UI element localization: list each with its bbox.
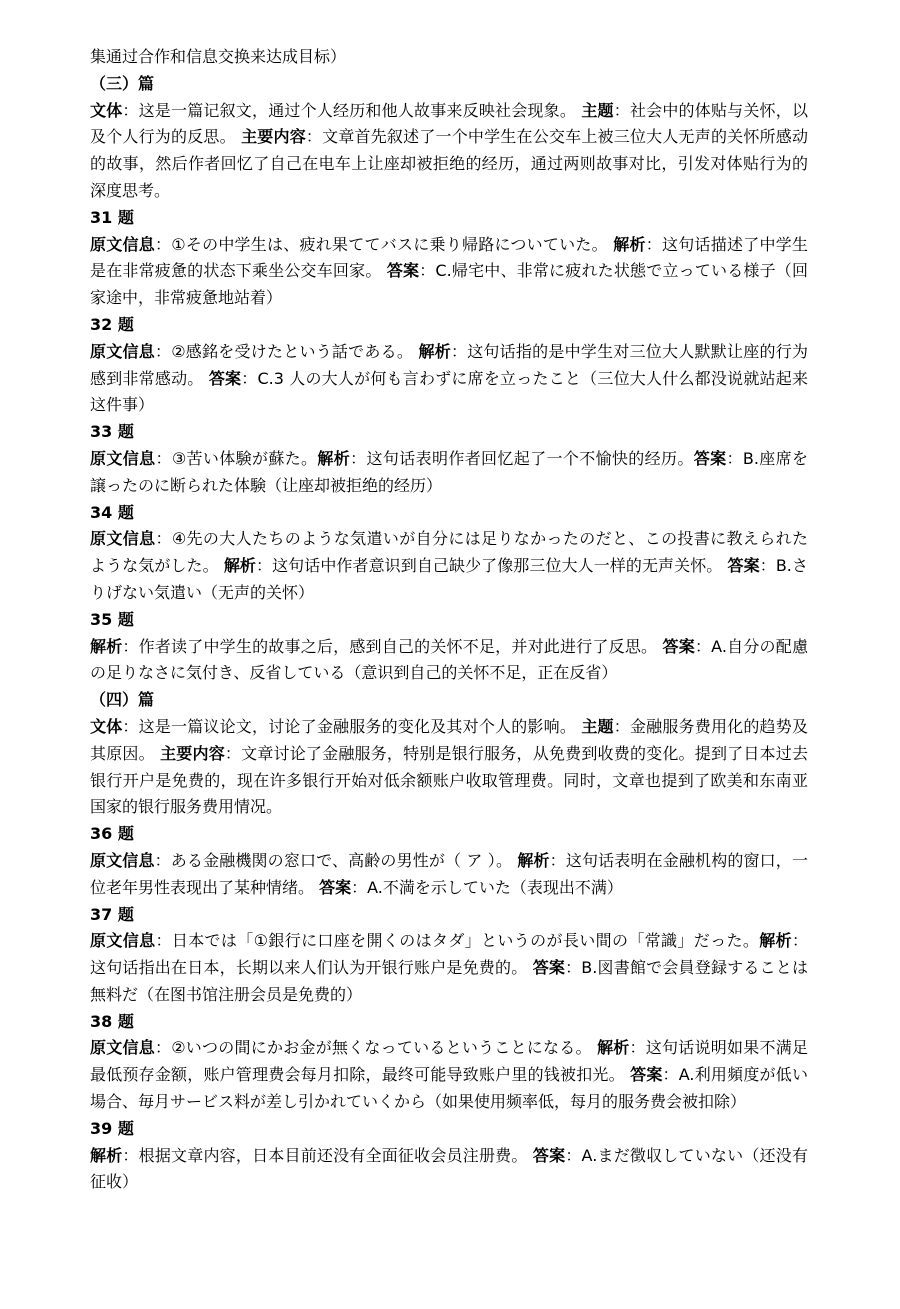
- analysis-text: 这句话表明作者回忆起了一个不愉快的经历。: [366, 448, 694, 468]
- source-label: 原文信息: [90, 850, 155, 870]
- answer-text: C.帰宅中、非常に疲れた状態で立っている様子（回家途中，非常疲惫地站着）: [90, 261, 808, 308]
- intro-tail: 集通过合作和信息交换来达成目标）: [90, 47, 347, 66]
- answer-text: A.自分の配慮の足りなさに気付き、反省している（意识到自己的关怀不足，正在反省）: [90, 636, 808, 683]
- content-text: 文章首先叙述了一个中学生在公交车上被三位大人无声的关怀所感动的故事，然后作者回忆了自己在电车上让座却被拒绝的经历，通过两则故事对比，引发对体贴行为的深度思考。: [90, 127, 808, 200]
- question-35-title: 35 题: [90, 609, 134, 629]
- question-39-title: 39 题: [90, 1118, 134, 1138]
- content-text: 文章讨论了金融服务，特别是银行服务，从免费到收费的变化。提到了日本过去银行开户是免费的，现在许多银行开始对低余额账户收取管理费。同时，文章也提到了欧美和东南亚国家的银行服务费用情况。: [90, 743, 808, 817]
- analysis-text: 这句话指出在日本，长期以来人们认为开银行账户是免费的。: [90, 958, 528, 978]
- answer-text: A.利用頻度が低い場合、毎月サービス料が差し引かれていくから（如果使用频率低，每月的服务费会被扣除）: [90, 1065, 808, 1112]
- question-39-body: 解析：根据文章内容，日本目前还没有全面征收会员注册费。 答案：A.まだ徴収していない（还没有征收）: [90, 1145, 808, 1192]
- source-label: 原文信息: [90, 529, 156, 549]
- source-text: ある金融機関の窓口で、高齢の男性が（ ア ）。: [170, 850, 513, 870]
- source-label: 原文信息: [90, 448, 156, 468]
- question-33-body: 原文信息：③苦い体験が蘇た。解析：这句话表明作者回忆起了一个不愉快的经历。答案：B.座席を譲ったのに断られた体験（让座却被拒绝的经历）: [90, 448, 808, 495]
- question-38-body: 原文信息：②いつの間にかお金が無くなっているということになる。 解析：这句话说明如果不满足最低预存金额，账户管理费会每月扣除，最终可能导致账户里的钱被扣光。 答案：A.利用頻度が低い場合、毎月サービス料が差し引かれていくから（如果使用频率低，每月的服务费会被扣除）: [90, 1038, 808, 1112]
- question-36-body: 原文信息：ある金融機関の窓口で、高齢の男性が（ ア ）。 解析：这句话表明在金融机构的窗口，一位老年男性表现出了某种情绪。 答案：A.不満を示していた（表现出不满）: [90, 850, 808, 897]
- section-3-overview: 文体：这是一篇记叙文，通过个人经历和他人故事来反映社会现象。 主题：社会中的体贴与关怀，以及个人行为的反思。 主要内容：文章首先叙述了一个中学生在公交车上被三位大人无声的关怀所感动的故事，然后作者回忆了自己在电车上让座却被拒绝的经历，通过两则故事对比，引发对体贴行为的深度思考。: [90, 100, 808, 200]
- answer-text: B.座席を譲ったのに断られた体験（让座却被拒绝的经历）: [90, 448, 808, 495]
- question-38-title: 38 题: [90, 1011, 134, 1031]
- style-label: 文体: [90, 100, 123, 120]
- analysis-label: 解析: [517, 850, 550, 870]
- analysis-label: 解析: [597, 1038, 630, 1058]
- document-page: [90, 44, 808, 1196]
- source-label: 原文信息: [90, 234, 155, 254]
- analysis-label: 解析: [613, 234, 646, 254]
- analysis-label: 解析: [317, 448, 351, 468]
- source-text: ④先の大人たちのような気遣いが自分には足りなかったのだと、この投書に教えられたような気がした。: [90, 529, 808, 576]
- analysis-label: 解析: [90, 1145, 123, 1165]
- answer-text: A.不満を示していた（表现出不满）: [367, 877, 623, 897]
- source-label: 原文信息: [90, 1038, 155, 1058]
- answer-text: B.さりげない気遣い（无声的关怀）: [90, 556, 808, 602]
- analysis-label: 解析: [223, 556, 256, 576]
- analysis-text: 这句话中作者意识到自己缺少了像那三位大人一样的无声关怀。: [272, 556, 723, 576]
- theme-text: 社会中的体贴与关怀，以及个人行为的反思。: [90, 100, 808, 147]
- source-text: ②感銘を受けたという話である。: [171, 341, 414, 361]
- answer-text: C.3 人の大人が何も言わずに席を立ったこと（三位大人什么都没说就站起来这件事）: [90, 368, 808, 415]
- analysis-text: 根据文章内容，日本目前还没有全面征收会员注册费。: [138, 1145, 528, 1165]
- style-text: 这是一篇记叙文，通过个人经历和他人故事来反映社会现象。: [138, 100, 577, 120]
- content-label: 主要内容: [160, 743, 225, 763]
- style-label: 文体: [90, 716, 123, 736]
- answer-label: 答案: [532, 958, 566, 978]
- question-31-body: 原文信息：①その中学生は、疲れ果ててバスに乗り帰路についていた。 解析：这句话描述了中学生是在非常疲惫的状态下乘坐公交车回家。 答案：C.帰宅中、非常に疲れた状態で立っている様子（回家途中，非常疲惫地站着）: [90, 234, 808, 308]
- answer-text: A.まだ徴収していない（还没有征收）: [90, 1145, 808, 1192]
- question-32-title: 32 题: [90, 314, 134, 334]
- source-text: ②いつの間にかお金が無くなっているということになる。: [171, 1038, 592, 1058]
- analysis-text: 这句话表明在金融机构的窗口，一位老年男性表现出了某种情绪。: [90, 850, 808, 897]
- section-heading-3: （三）篇: [90, 73, 155, 93]
- answer-label: 答案: [693, 448, 727, 468]
- source-label: 原文信息: [90, 931, 156, 951]
- analysis-text: 这句话描述了中学生是在非常疲惫的状态下乘坐公交车回家。: [90, 234, 808, 281]
- question-35-body: 解析：作者读了中学生的故事之后，感到自己的关怀不足，并对此进行了反思。 答案：A.自分の配慮の足りなさに気付き、反省している（意识到自己的关怀不足，正在反省）: [90, 636, 808, 683]
- analysis-label: 解析: [759, 931, 792, 951]
- theme-text: 金融服务费用化的趋势及其原因。: [90, 716, 808, 763]
- answer-label: 答案: [208, 368, 242, 388]
- analysis-text: 这句话指的是中学生对三位大人默默让座的行为感到非常感动。: [90, 341, 808, 388]
- analysis-label: 解析: [418, 341, 451, 361]
- answer-text: B.図書館で会員登録することは無料だ（在图书馆注册会员是免费的）: [90, 958, 808, 1004]
- source-text: ①その中学生は、疲れ果ててバスに乗り帰路についていた。: [171, 234, 608, 254]
- question-32-body: 原文信息：②感銘を受けたという話である。 解析：这句话指的是中学生对三位大人默默让座的行为感到非常感动。 答案：C.3 人の大人が何も言わずに席を立ったこと（三位大人什么都没说就站起来这件事）: [90, 341, 808, 415]
- answer-label: 答案: [319, 877, 352, 897]
- style-text: 这是一篇议论文，讨论了金融服务的变化及其对个人的影响。: [138, 716, 577, 736]
- question-37-title: 37 题: [90, 904, 134, 924]
- answer-label: 答案: [630, 1065, 663, 1085]
- question-36-title: 36 题: [90, 824, 134, 844]
- source-label: 原文信息: [90, 341, 155, 361]
- question-34-title: 34 题: [90, 502, 134, 522]
- theme-label: 主题: [581, 716, 614, 736]
- answer-label: 答案: [727, 556, 760, 576]
- analysis-text: 这句话说明如果不满足最低预存金额，账户管理费会每月扣除，最终可能导致账户里的钱被扣光。: [90, 1038, 808, 1085]
- theme-label: 主题: [581, 100, 614, 120]
- question-33-title: 33 题: [90, 422, 134, 442]
- content-label: 主要内容: [241, 127, 306, 147]
- answer-label: 答案: [662, 636, 695, 656]
- question-37-body: 原文信息：日本では「①銀行に口座を開くのはタダ」というのが長い間の「常識」だった。解析：这句话指出在日本，长期以来人们认为开银行账户是免费的。 答案：B.図書館で会員登録することは無料だ（在图书馆注册会员是免费的）: [90, 931, 808, 1004]
- source-text: ③苦い体験が蘇た。: [171, 448, 318, 468]
- source-text: 日本では「①銀行に口座を開くのはタダ」というのが長い間の「常識」だった。: [171, 931, 760, 951]
- answer-label: 答案: [386, 261, 420, 281]
- question-31-title: 31 题: [90, 207, 134, 227]
- section-4-overview: 文体：这是一篇议论文，讨论了金融服务的变化及其对个人的影响。 主题：金融服务费用化的趋势及其原因。 主要内容：文章讨论了金融服务，特别是银行服务，从免费到收费的变化。提到了日本过去银行开户是免费的，现在许多银行开始对低余额账户收取管理费。同时，文章也提到了欧美和东南亚国家的银行服务费用情况。: [90, 716, 808, 817]
- analysis-text: 作者读了中学生的故事之后，感到自己的关怀不足，并对此进行了反思。: [138, 636, 658, 656]
- question-34-body: 原文信息：④先の大人たちのような気遣いが自分には足りなかったのだと、この投書に教えられたような気がした。 解析：这句话中作者意识到自己缺少了像那三位大人一样的无声关怀。 答案：B.さりげない気遣い（无声的关怀）: [90, 529, 808, 602]
- answer-label: 答案: [532, 1145, 566, 1165]
- analysis-label: 解析: [90, 636, 123, 656]
- section-heading-4: （四）篇: [90, 690, 155, 710]
